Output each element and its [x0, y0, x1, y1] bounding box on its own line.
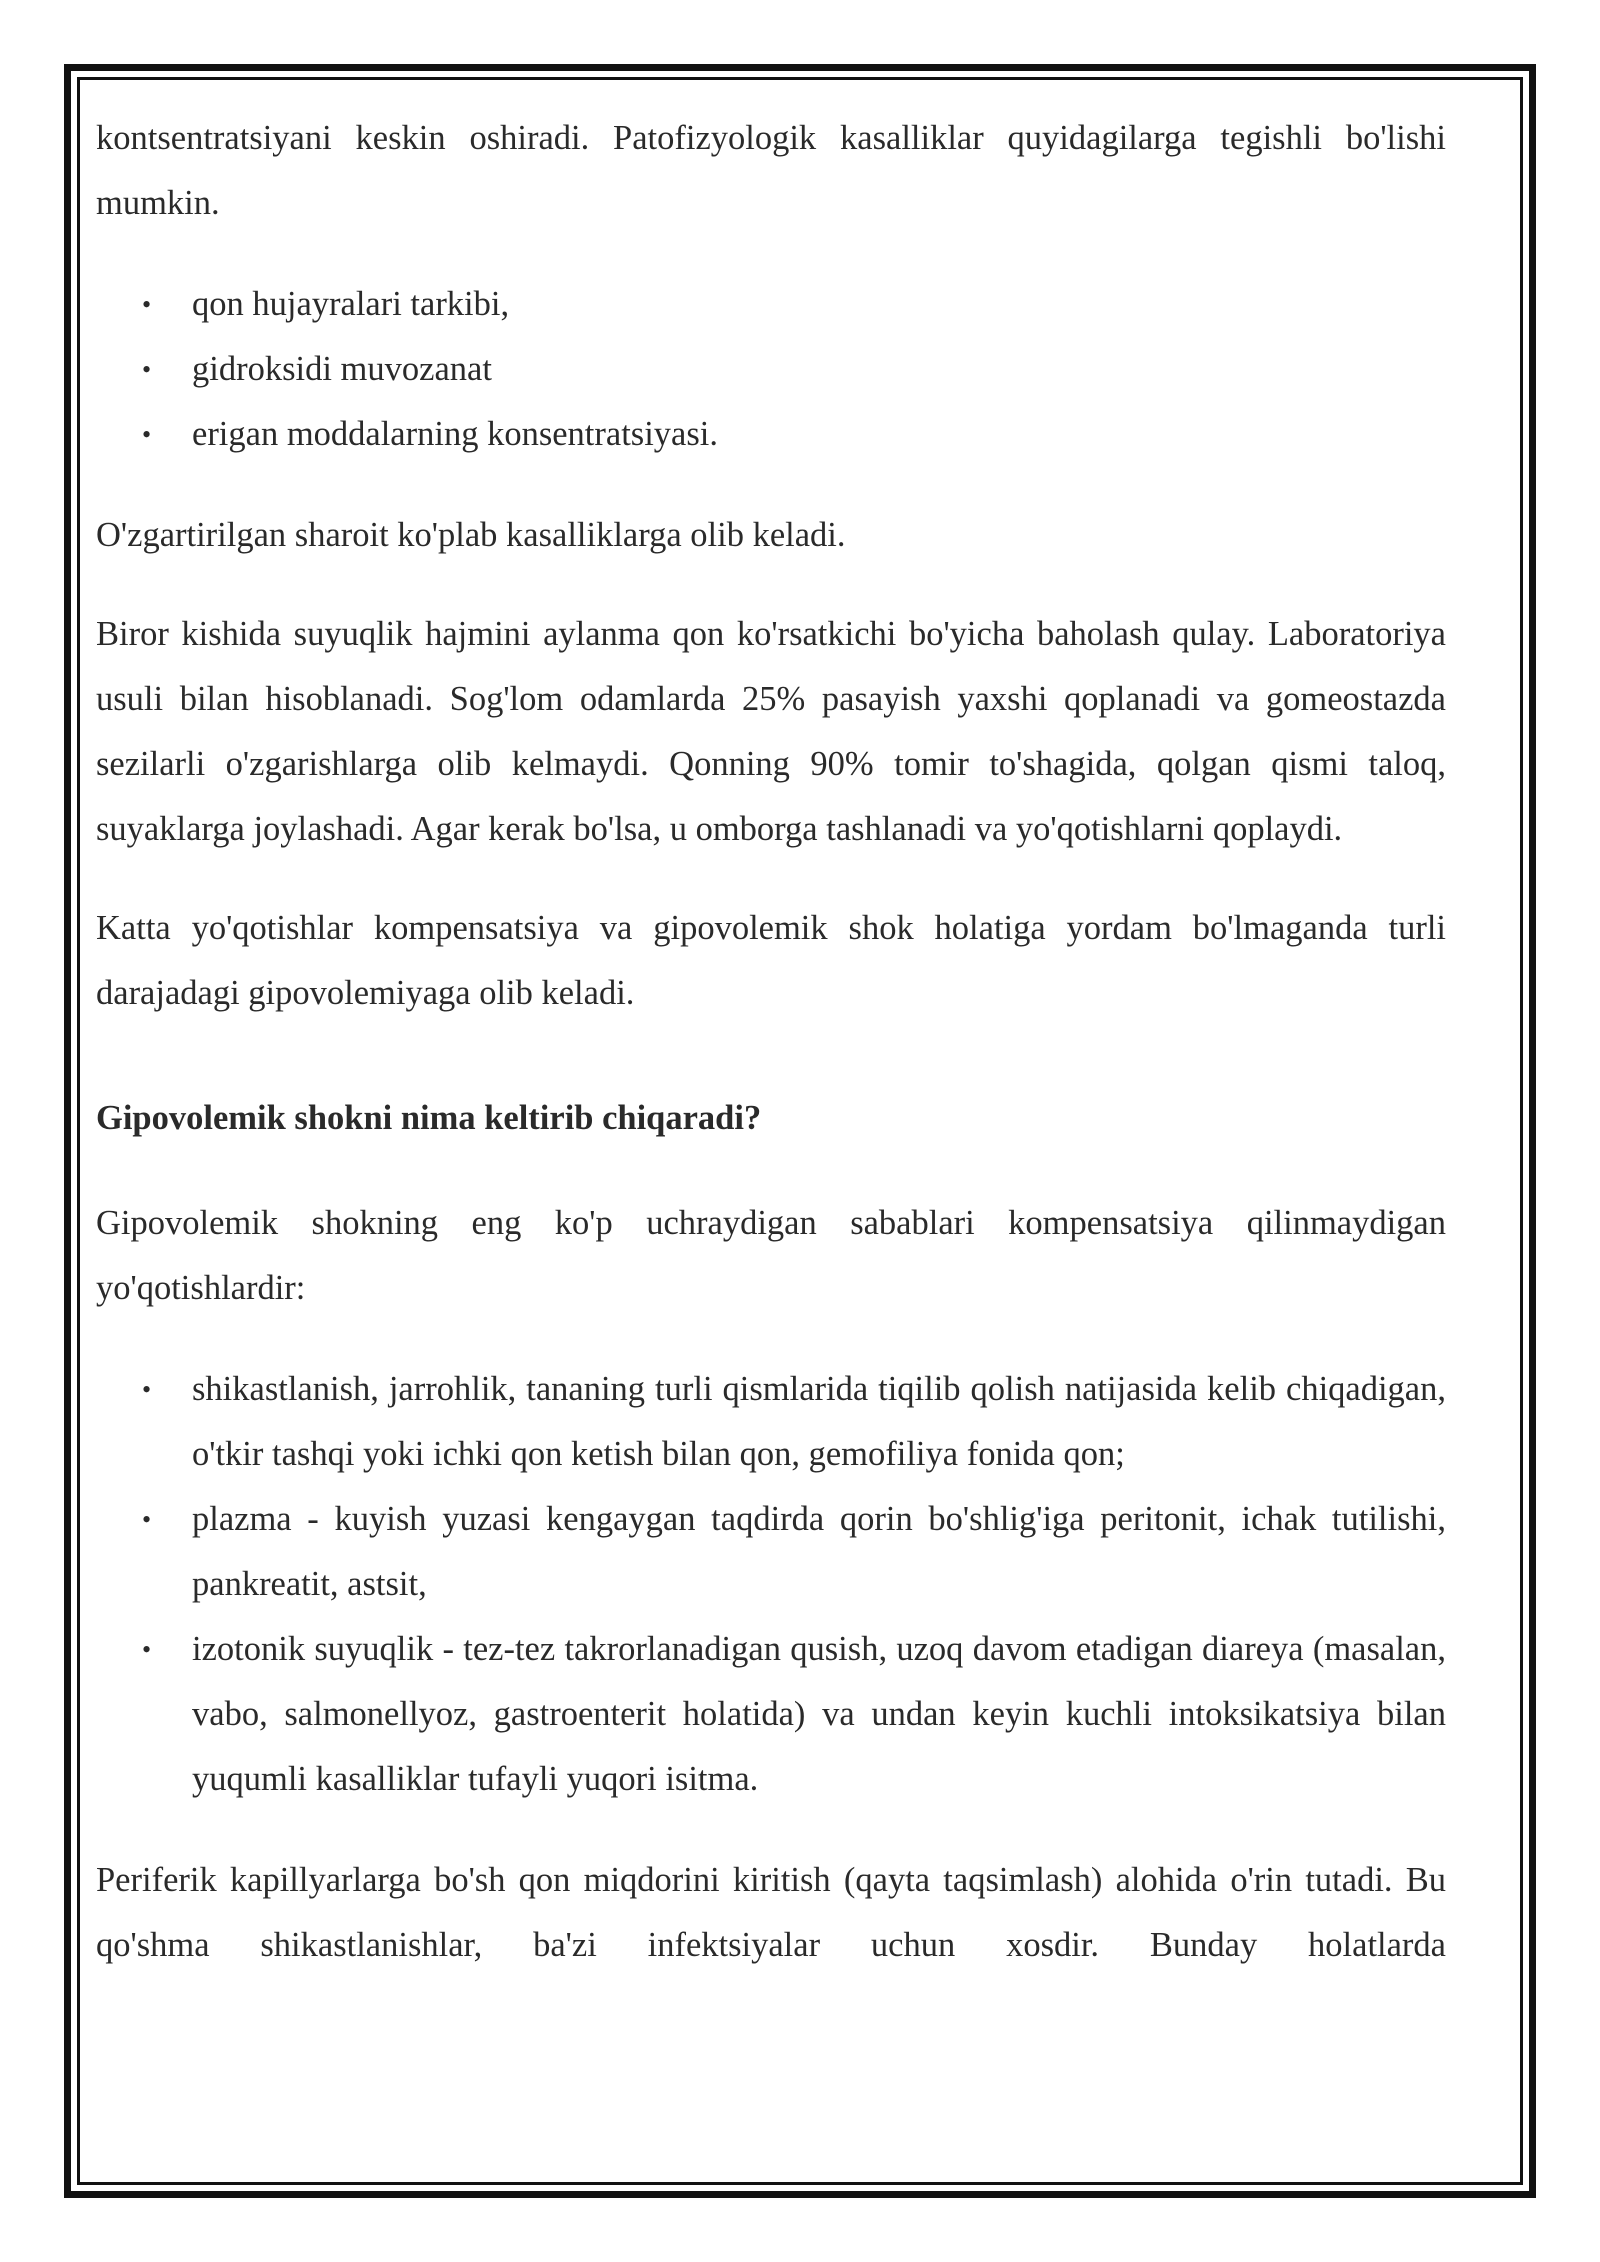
section-heading: Gipovolemik shokni nima keltirib chiqaradi?: [96, 1099, 762, 1137]
bullet-icon: •: [142, 1505, 152, 1534]
list-item: • erigan moddalarning konsentratsiyasi.: [96, 402, 1446, 467]
paragraph-4: Katta yo'qotishlar kompensatsiya va gipovolemik shok holatiga yordam bo'lmaganda turli darajadagi gipovolemiyaga olib keladi.: [96, 909, 1446, 1012]
bullet-icon: •: [142, 1635, 152, 1664]
bullet-list-1: [96, 272, 1446, 467]
bullet-list-2: [96, 1357, 1446, 1812]
paragraph-3: Biror kishida suyuqlik hajmini aylanma qon ko'rsatkichi bo'yicha baholash qulay. Laboratoriya usuli bilan hisoblanadi. Sog'lom odamlarda 25% pasayish yaxshi qoplanadi va gomeostazda sezilarli o'zgarishlarga olib kelmaydi. Qonning 90% tomir to'shagida, qolgan qismi taloq, suyaklarga joylashadi. Agar kerak bo'lsa, u omborga tashlanadi va yo'qotishlarni qoplaydi.: [96, 615, 1446, 848]
paragraph-6: Periferik kapillyarlarga bo'sh qon miqdorini kiritish (qayta taqsimlash) alohida o'rin tutadi. Bu qo'shma shikastlanishlar, ba'zi infektsiyalar uchun xosdir. Bunday holatlarda: [96, 1861, 1446, 1964]
list-item: • izotonik suyuqlik - tez-tez takrorlanadigan qusish, uzoq davom etadigan diareya (masalan, vabo, salmonellyoz, gastroenterit holatida) va undan keyin kuchli intoksikatsiya bilan yuqumli kasalliklar tufayli yuqori isitma.: [96, 1617, 1446, 1812]
paragraph-2: O'zgartirilgan sharoit ko'plab kasalliklarga olib keladi.: [96, 516, 846, 554]
paragraph-5: Gipovolemik shokning eng ko'p uchraydigan sabablari kompensatsiya qilinmaydigan yo'qotishlardir:: [96, 1204, 1446, 1307]
list-item: • plazma - kuyish yuzasi kengaygan taqdirda qorin bo'shlig'iga peritonit, ichak tutilishi, pankreatit, astsit,: [96, 1487, 1446, 1617]
list-item: • shikastlanish, jarrohlik, tananing turli qismlarida tiqilib qolish natijasida kelib chiqadigan, o'tkir tashqi yoki ichki qon ketish bilan qon, gemofiliya fonida qon;: [96, 1357, 1446, 1487]
document-body: [96, 106, 1446, 1978]
bullet-icon: •: [142, 290, 152, 319]
bullet-icon: •: [142, 420, 152, 449]
bullet-icon: •: [142, 355, 152, 384]
paragraph-1: kontsentratsiyani keskin oshiradi. Patofizyologik kasalliklar quyidagilarga tegishli bo'lishi mumkin.: [96, 119, 1446, 222]
list-item: • gidroksidi muvozanat: [96, 337, 1446, 402]
list-item: • qon hujayralari tarkibi,: [96, 272, 1446, 337]
bullet-icon: •: [142, 1375, 152, 1404]
